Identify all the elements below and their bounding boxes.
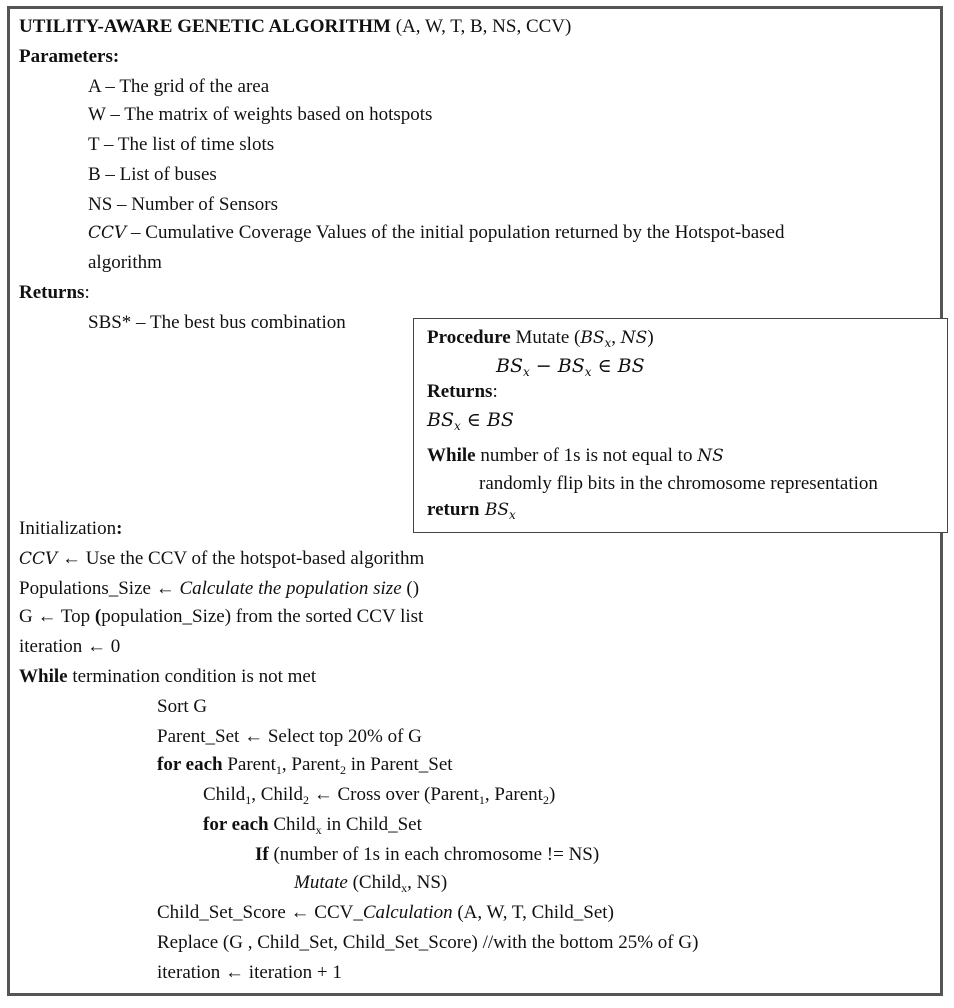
loop-if bbox=[255, 844, 599, 866]
score-c: (A, W, T, Child_Set) bbox=[452, 902, 614, 923]
init-kw: Initialization bbox=[19, 518, 117, 539]
loop-parent-set: Parent_Set ← Select top 20% of G bbox=[157, 726, 422, 747]
init-iter: iteration ← 0 bbox=[19, 636, 121, 657]
pop-c: () bbox=[401, 578, 420, 599]
loop-for-children bbox=[203, 814, 422, 836]
procedure-close: ) bbox=[647, 327, 654, 348]
proc-returns-kw: Returns bbox=[427, 381, 493, 402]
g-c: population_Size) from the sorted CCV list bbox=[101, 606, 424, 627]
procedure-name: Mutate ( bbox=[510, 327, 581, 348]
proc-return-kw: return bbox=[427, 499, 480, 520]
dom-op: − bbox=[529, 355, 558, 377]
ccv-desc: – Cumulative Coverage Values of the initial population returned by the Hotspot-based bbox=[126, 222, 785, 243]
g-a: G ← Top bbox=[19, 606, 95, 627]
mutate-b: , NS) bbox=[407, 872, 448, 893]
ret-base: BS bbox=[427, 409, 454, 431]
score-b: Calculation bbox=[362, 902, 453, 923]
child-sub2b: 2 bbox=[542, 793, 549, 807]
loop-while-text: termination condition is not met bbox=[67, 666, 317, 687]
proc-while-kw: While bbox=[427, 445, 476, 466]
param-ns: NS – Number of Sensors bbox=[88, 194, 278, 215]
ret-sub: x bbox=[453, 419, 461, 433]
mutate-procedure-box bbox=[413, 318, 948, 533]
arg-sep: , bbox=[611, 327, 621, 348]
parameters-label: Parameters: bbox=[19, 46, 120, 67]
proc-returns-colon: : bbox=[492, 381, 498, 402]
ccv-symbol: CCV bbox=[88, 223, 127, 243]
init-ccv-rest: ← Use the CCV of the hotspot-based algorithm bbox=[57, 548, 425, 569]
init-pop bbox=[19, 578, 419, 600]
for2-a: Child bbox=[268, 814, 316, 835]
procedure-domain bbox=[496, 355, 645, 377]
param-a: A – The grid of the area bbox=[88, 76, 270, 97]
procedure-while bbox=[427, 445, 724, 467]
returns-kw: Returns bbox=[19, 282, 85, 303]
child-d: ) bbox=[548, 784, 556, 805]
loop-score bbox=[157, 902, 614, 924]
arg1-base: BS bbox=[580, 328, 605, 348]
for2-subx: x bbox=[315, 823, 322, 837]
for-comma: , Parent bbox=[281, 754, 340, 775]
param-ccv bbox=[88, 222, 784, 244]
child-sub1: 1 bbox=[245, 793, 252, 807]
procedure-returns-value bbox=[427, 409, 514, 431]
for2-b: in Child_Set bbox=[321, 814, 422, 835]
for2-kw: for each bbox=[203, 814, 269, 835]
dom-b-sub: x bbox=[584, 365, 592, 379]
loop-while bbox=[19, 666, 316, 688]
procedure-arg2: NS bbox=[620, 328, 648, 348]
param-w: W – The matrix of weights based on hotspots bbox=[88, 104, 433, 125]
procedure-header bbox=[427, 327, 654, 349]
mutate-kw: Mutate bbox=[294, 872, 348, 893]
loop-while-kw: While bbox=[19, 666, 68, 687]
returns-value: SBS* – The best bus combination bbox=[88, 312, 346, 333]
init-ccv bbox=[19, 548, 424, 570]
child-c: , Parent bbox=[484, 784, 543, 805]
child-a: Child bbox=[203, 784, 246, 805]
procedure-flip: randomly flip bits in the chromosome representation bbox=[479, 473, 878, 494]
score-a: Child_Set_Score ← CCV_ bbox=[157, 902, 363, 923]
child-b: ← Cross over (Parent bbox=[308, 784, 479, 805]
loop-replace: Replace (G , Child_Set, Child_Set_Score) //with the bottom 25% of G) bbox=[157, 932, 699, 953]
dom-rest: ∈ BS bbox=[591, 355, 645, 377]
init-colon: : bbox=[116, 518, 123, 539]
for-sub1: 1 bbox=[275, 763, 282, 777]
proc-while-text: number of 1s is not equal to bbox=[475, 445, 698, 466]
procedure-kw: Procedure bbox=[427, 327, 511, 348]
child-sub1b: 1 bbox=[478, 793, 485, 807]
for-kw: for each bbox=[157, 754, 223, 775]
init-g bbox=[19, 606, 423, 628]
returns-label bbox=[19, 282, 90, 304]
proc-return-sub: x bbox=[508, 508, 516, 522]
loop-for-parents bbox=[157, 754, 453, 776]
proc-while-ns: NS bbox=[697, 446, 724, 466]
pop-b: Calculate the population size bbox=[179, 578, 402, 599]
mutate-subx: x bbox=[401, 881, 408, 895]
proc-return-var bbox=[479, 500, 515, 520]
procedure-arg1 bbox=[580, 328, 611, 348]
mutate-a: (Child bbox=[347, 872, 402, 893]
param-ccv-cont: algorithm bbox=[88, 252, 162, 273]
dom-a-sub: x bbox=[522, 365, 530, 379]
for-b: in Parent_Set bbox=[345, 754, 453, 775]
init-ccv-symbol: CCV bbox=[19, 549, 58, 569]
ret-rest: ∈ BS bbox=[460, 409, 514, 431]
procedure-returns-label bbox=[427, 381, 498, 403]
pop-a: Populations_Size ← bbox=[19, 578, 180, 599]
loop-mutate bbox=[294, 872, 447, 894]
proc-return-base: BS bbox=[479, 500, 509, 520]
title-text: UTILITY-AWARE GENETIC ALGORITHM bbox=[19, 16, 391, 37]
child-sub2: 2 bbox=[302, 793, 309, 807]
if-kw: If bbox=[255, 844, 269, 865]
loop-iter-inc: iteration ← iteration + 1 bbox=[157, 962, 342, 983]
for-sub2: 2 bbox=[339, 763, 346, 777]
algorithm-title bbox=[19, 16, 571, 38]
arg1-sub: x bbox=[604, 336, 612, 350]
dom-a: BS bbox=[496, 355, 523, 377]
param-t: T – The list of time slots bbox=[88, 134, 275, 155]
child-comma: , Child bbox=[251, 784, 303, 805]
param-b: B – List of buses bbox=[88, 164, 217, 185]
init-label bbox=[19, 518, 122, 540]
loop-crossover bbox=[203, 784, 555, 806]
returns-colon: : bbox=[84, 282, 90, 303]
dom-b: BS bbox=[557, 355, 585, 377]
procedure-return bbox=[427, 499, 516, 521]
title-signature: (A, W, T, B, NS, CCV) bbox=[391, 16, 572, 37]
g-b: ( bbox=[94, 606, 102, 627]
for-a: Parent bbox=[222, 754, 276, 775]
loop-sort: Sort G bbox=[157, 696, 208, 717]
if-text: (number of 1s in each chromosome != NS) bbox=[268, 844, 600, 865]
